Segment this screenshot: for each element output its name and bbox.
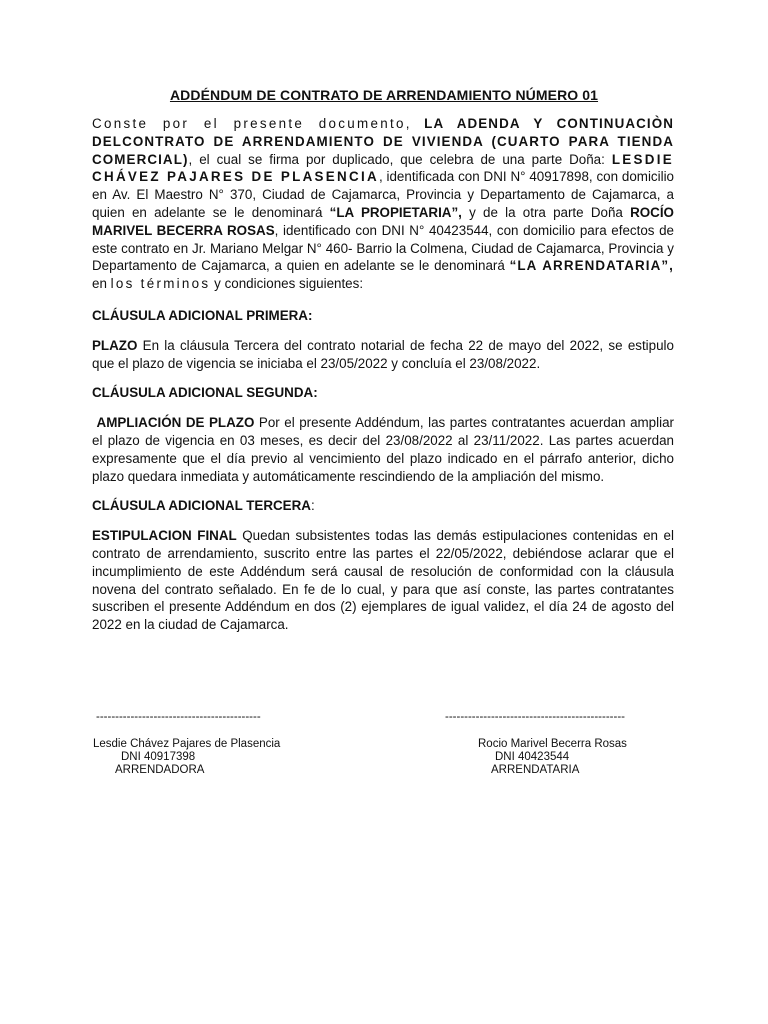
clause-1-lead: PLAZO <box>92 337 138 353</box>
intro-text-7: los términos <box>110 276 211 292</box>
intro-text-1: Conste por el presente documento, <box>92 116 412 131</box>
intro-paragraph <box>92 115 674 293</box>
intro-text-8: y condiciones siguientes: <box>214 276 364 292</box>
tenant-signature-dni: DNI 40423544 <box>495 751 570 763</box>
signature-line-left-dashes: ------------------------------------------- <box>96 711 261 723</box>
tenant-name: ROCÍO MARIVEL BECERRA ROSAS <box>92 204 674 238</box>
tenant-signature-name: Rocio Marivel Becerra Rosas <box>478 738 627 750</box>
landlord-signature-name: Lesdie Chávez Pajares de Plasencia <box>93 738 281 750</box>
clause-3-text: Quedan subsistentes todas las demás estipulaciones contenidas en el contrato de arrendamiento, suscrito entre las partes el 22/05/2022, debiéndose aclarar que el incumplimiento de este Addéndum será causal de resolución de conformidad con la cláusula novena del contrato señalado. En fe de lo cual, y para que así conste, las partes contratantes suscriben el presente Addéndum en dos (2) ejemplares de igual validez, el día 24 de agosto del 2022 en la ciudad de Cajamarca. <box>92 528 674 633</box>
landlord-signature-dni: DNI 40917398 <box>121 751 196 763</box>
signature-line-left <box>96 711 261 724</box>
tenant-designation: “LA ARRENDATARIA”, <box>509 258 674 274</box>
clause-1-heading: CLÁUSULA ADICIONAL PRIMERA: <box>92 307 313 323</box>
signature-line-right-dashes: ----------------------------------------------- <box>445 711 625 723</box>
signature-block-right <box>478 738 627 777</box>
clause-2-heading: CLÁUSULA ADICIONAL SEGUNDA: <box>92 385 318 401</box>
owner-designation: “LA PROPIETARIA”, <box>329 204 462 220</box>
intro-text-3: , identificada con DNI N° 40917898, con domicilio en Av. El Maestro N° 370, Ciudad de Cajamarca, Provincia y Departamento de Cajamarca, a quien en adelante se le denominará <box>92 169 674 220</box>
intro-text-4: y de la otra parte Doña <box>469 204 623 220</box>
clause-3-heading-colon: : <box>310 498 315 514</box>
clause-2-text: Por el presente Addéndum, las partes contratantes acuerdan ampliar el plazo de vigencia en 03 meses, es decir del 23/08/2022 al 23/11/2022. Las partes acuerdan expresamente que el día previo al vencimiento del plazo indicado en el párrafo anterior, dicho plazo quedara inmediata y automáticamente rescindiendo de la ampliación del mismo. <box>92 415 674 484</box>
clause-3-paragraph <box>92 527 674 634</box>
clause-1-paragraph <box>92 337 674 373</box>
document-body <box>92 115 674 646</box>
clause-3-lead: ESTIPULACION FINAL <box>92 528 237 544</box>
intro-text-6: en <box>92 276 107 292</box>
tenant-signature-role: ARRENDATARIA <box>491 764 580 776</box>
clause-2-paragraph <box>92 414 674 485</box>
landlord-signature-role: ARRENDADORA <box>115 764 205 776</box>
clause-3-heading-line <box>92 497 674 515</box>
intro-text-5: , identificado con DNI N° 40423544, con domicilio para efectos de este contrato en Jr. Mariano Melgar N° 460- Barrio la Colmena, Ciudad de Cajamarca, Provincia y Departamento de Cajamarca, a quien en adelante se le denominará <box>92 222 674 274</box>
owner-name: LESDIE CHÁVEZ PAJARES DE PLASENCIA <box>92 151 674 185</box>
signature-line-right <box>445 711 625 724</box>
signature-block-left <box>93 738 280 777</box>
document-title: ADDÉNDUM DE CONTRATO DE ARRENDAMIENTO NÚMERO 01 <box>169 87 599 103</box>
clause-3-heading: CLÁUSULA ADICIONAL TERCERA <box>92 498 311 514</box>
clause-2-lead: AMPLIACIÓN DE PLAZO <box>96 415 255 431</box>
clause-1-text: En la cláusula Tercera del contrato notarial de fecha 22 de mayo del 2022, se estipulo que el plazo de vigencia se iniciaba el 23/05/2022 y concluía el 23/08/2022. <box>92 337 674 371</box>
intro-text-2: , el cual se firma por duplicado, que celebra de una parte Doña: <box>188 151 605 167</box>
intro-contract-title: LA ADENDA Y CONTINUACIÒN DELCONTRATO DE ARRENDAMIENTO DE VIVIENDA (CUARTO PARA TIENDA COMERCIAL) <box>92 116 674 167</box>
